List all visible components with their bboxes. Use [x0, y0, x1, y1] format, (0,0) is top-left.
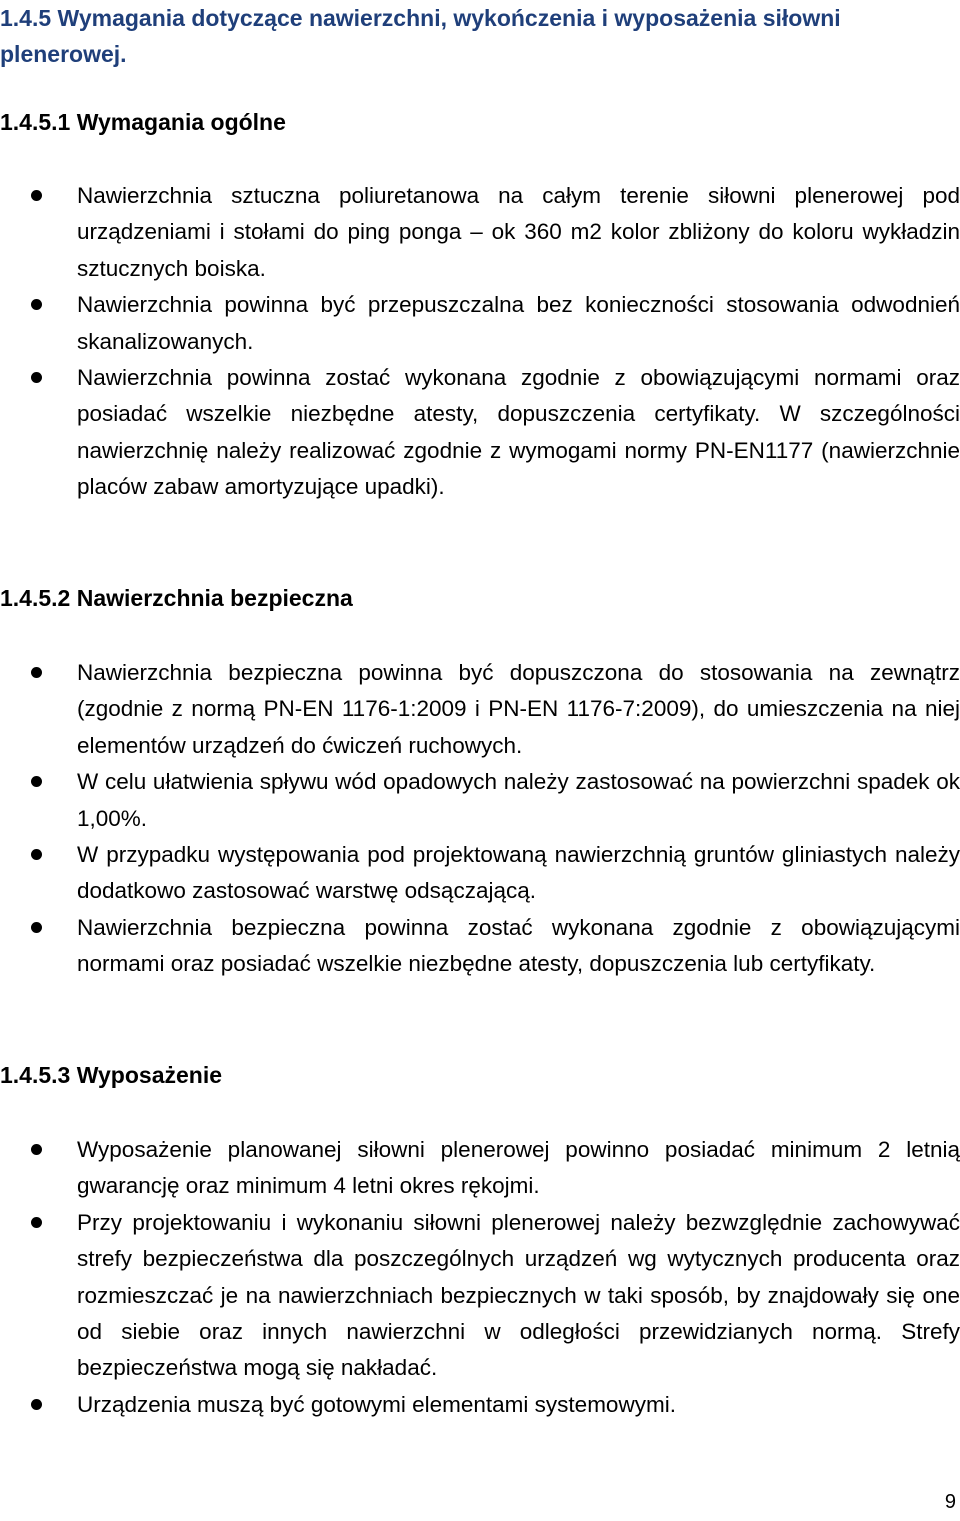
list-item: [0, 1132, 960, 1205]
list-item-text: Przy projektowaniu i wykonaniu siłowni plenerowej należy bezwzględnie zachowywać strefy bezpieczeństwa dla poszczególnych urządzeń wg wytycznych producenta oraz rozmieszczać je na nawierzchniach bezpiecznych w taki sposób, by znajdowały się one od siebie oraz innych nawierzchni w odległości przewidzianych normą. Strefy bezpieczeństwa mogą się nakładać.: [77, 1209, 960, 1381]
list-item-text: Urządzenia muszą być gotowymi elementami systemowymi.: [77, 1391, 676, 1417]
subsection-heading-equipment: 1.4.5.3 Wyposażenie: [0, 1062, 223, 1088]
list-item: [0, 287, 960, 360]
bullet-icon: [31, 372, 42, 383]
list-item-text: Nawierzchnia powinna być przepuszczalna bez konieczności stosowania odwodnień skanalizowanych.: [77, 292, 960, 354]
list-item-text: Wyposażenie planowanej siłowni plenerowej powinno posiadać minimum 2 letnią gwarancję oraz minimum 4 letni okres rękojmi.: [77, 1137, 960, 1199]
list-item-text: Nawierzchnia bezpieczna powinna być dopuszczona do stosowania na zewnątrz (zgodnie z normą PN-EN 1176-1:2009 i PN-EN 1176-7:2009), do umieszczenia na niej elementów urządzeń do ćwiczeń ruchowych.: [77, 660, 960, 758]
list-item: [0, 910, 960, 983]
list-item-text: Nawierzchnia powinna zostać wykonana zgodnie z obowiązującymi normami oraz posiadać wszelkie niezbędne atesty, dopuszczenia certyfikaty. W szczególności nawierzchnię należy realizować zgodnie z wymogami normy PN-EN1177 (nawierzchnie placów zabaw amortyzujące upadki).: [77, 365, 960, 500]
list-item: [0, 1387, 960, 1423]
list-item: [0, 655, 960, 764]
bullet-icon: [31, 776, 42, 787]
bullet-list-general: [0, 178, 960, 506]
list-item-text: W celu ułatwienia spływu wód opadowych należy zastosować na powierzchni spadek ok 1,00%.: [77, 769, 960, 831]
bullet-list-safe-surface: [0, 655, 960, 983]
subsection-heading-safe-surface: 1.4.5.2 Nawierzchnia bezpieczna: [0, 585, 353, 611]
bullet-icon: [31, 1217, 42, 1228]
bullet-icon: [31, 1144, 42, 1155]
list-item: [0, 1205, 960, 1387]
list-item: [0, 178, 960, 287]
subsection-heading-general: 1.4.5.1 Wymagania ogólne: [0, 109, 286, 135]
list-item-text: Nawierzchnia bezpieczna powinna zostać wykonana zgodnie z obowiązującymi normami oraz posiadać wszelkie niezbędne atesty, dopuszczenia lub certyfikaty.: [77, 914, 960, 977]
bullet-icon: [31, 667, 42, 678]
list-item: [0, 837, 960, 910]
list-item-text: Nawierzchnia sztuczna poliuretanowa na całym terenie siłowni plenerowej pod urządzeniami i stołami do ping ponga – ok 360 m2 kolor zbliżony do koloru wykładzin sztucznych boiska.: [77, 183, 960, 281]
bullet-icon: [31, 299, 42, 310]
bullet-icon: [31, 190, 42, 201]
page-number: 9: [944, 1491, 956, 1513]
list-item: [0, 360, 960, 506]
bullet-icon: [31, 849, 42, 860]
bullet-icon: [31, 1399, 42, 1410]
list-item: [0, 764, 960, 837]
bullet-list-equipment: [0, 1132, 960, 1423]
list-item-text: W przypadku występowania pod projektowaną nawierzchnią gruntów gliniastych należy dodatkowo zastosować warstwę odsączającą.: [77, 842, 960, 904]
bullet-icon: [31, 922, 42, 933]
section-heading: 1.4.5 Wymagania dotyczące nawierzchni, wykończenia i wyposażenia siłowni plenerowej.: [0, 5, 841, 67]
